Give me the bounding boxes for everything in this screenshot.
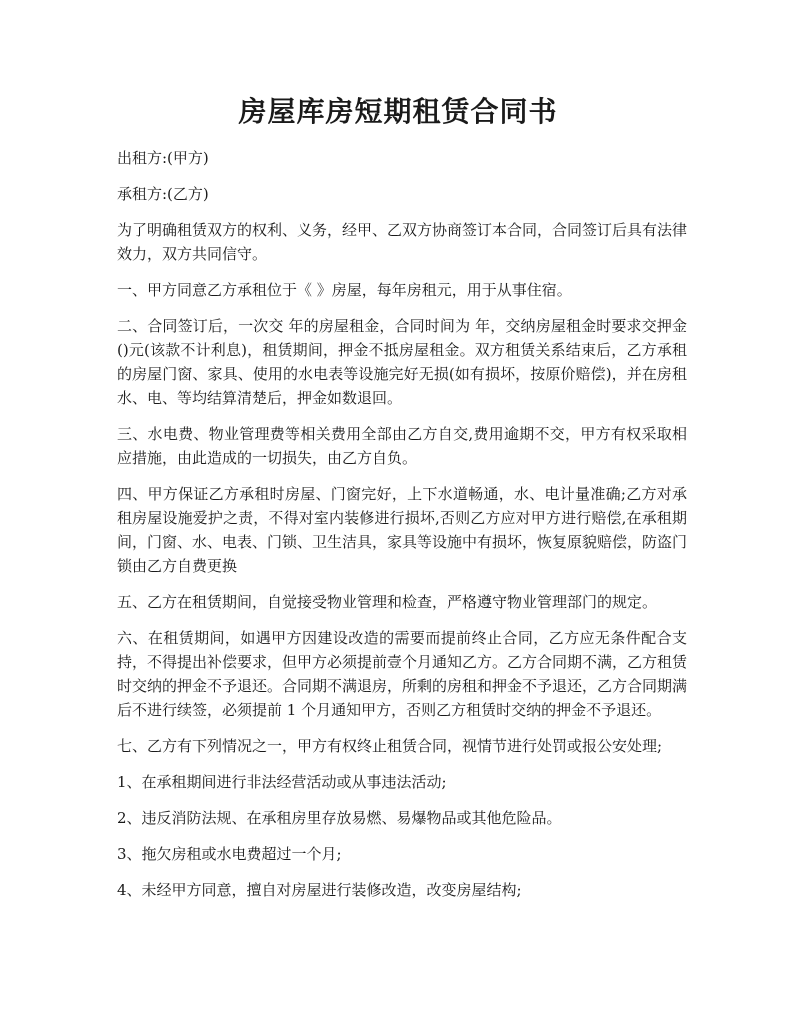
preamble-paragraph: 为了明确租赁双方的权利、义务，经甲、乙双方协商签订本合同，合同签订后具有法律效力，双方共同信守。: [117, 221, 688, 263]
clause-6: 六、在租赁期间，如遇甲方因建设改造的需要而提前终止合同，乙方应无条件配合支持，不得提出补偿要求，但甲方必须提前壹个月通知乙方。乙方合同期不满，乙方租赁时交纳的押金不予退还。合同期不满退房，所剩的房租和押金不予退还，乙方合同期满后不进行续签，必须提前 1 个月通知甲方，否则乙方租赁时交纳的押金不予退还。: [117, 629, 688, 719]
clause-7-item-1: 1、在承租期间进行非法经营活动或从事违法活动;: [117, 773, 447, 791]
document-title: 房屋库房短期租赁合同书: [238, 95, 558, 128]
clause-1: 一、甲方同意乙方承租位于《 》房屋，每年房租元，用于从事住宿。: [117, 281, 572, 299]
clause-7-item-2: 2、违反消防法规、在承租房里存放易燃、易爆物品或其他危险品。: [117, 809, 562, 827]
clause-2: 二、合同签订后，一次交 年的房屋租金，合同时间为 年，交纳房屋租金时要求交押金 ()元(该款不计利息)，租赁期间，押金不抵房屋租金。双方租赁关系结束后，乙方承租的房屋门窗、家具、使用的水电表等设施完好无损(如有损坏，按原价赔偿)，并在房租水、电、等均结算清楚后，押金如数退回。: [117, 317, 687, 407]
clause-5: 五、乙方在租赁期间，自觉接受物业管理和检查，严格遵守物业管理部门的规定。: [117, 593, 658, 611]
clause-7-item-4: 4、未经甲方同意，擅自对房屋进行装修改造，改变房屋结构;: [117, 881, 522, 899]
clause-3: 三、水电费、物业管理费等相关费用全部由乙方自交,费用逾期不交，甲方有权采取相应措施，由此造成的一切损失，由乙方自负。: [117, 425, 687, 467]
document-body: [117, 146, 687, 914]
party-b-line: 承租方:(乙方): [117, 185, 209, 203]
party-a-line: 出租方:(甲方): [117, 149, 209, 167]
clause-7-item-3: 3、拖欠房租或水电费超过一个月;: [117, 845, 342, 863]
clause-4: 四、甲方保证乙方承租时房屋、门窗完好，上下水道畅通，水、电计量准确;乙方对承租房屋设施爱护之责，不得对室内装修进行损坏,否则乙方应对甲方进行赔偿,在承租期间，门窗、水、电表、门锁、卫生洁具，家具等设施中有损坏，恢复原貌赔偿，防盗门锁由乙方自费更换: [117, 485, 688, 575]
clause-7: 七、乙方有下列情况之一，甲方有权终止租赁合同，视情节进行处罚或报公安处理;: [117, 737, 663, 755]
